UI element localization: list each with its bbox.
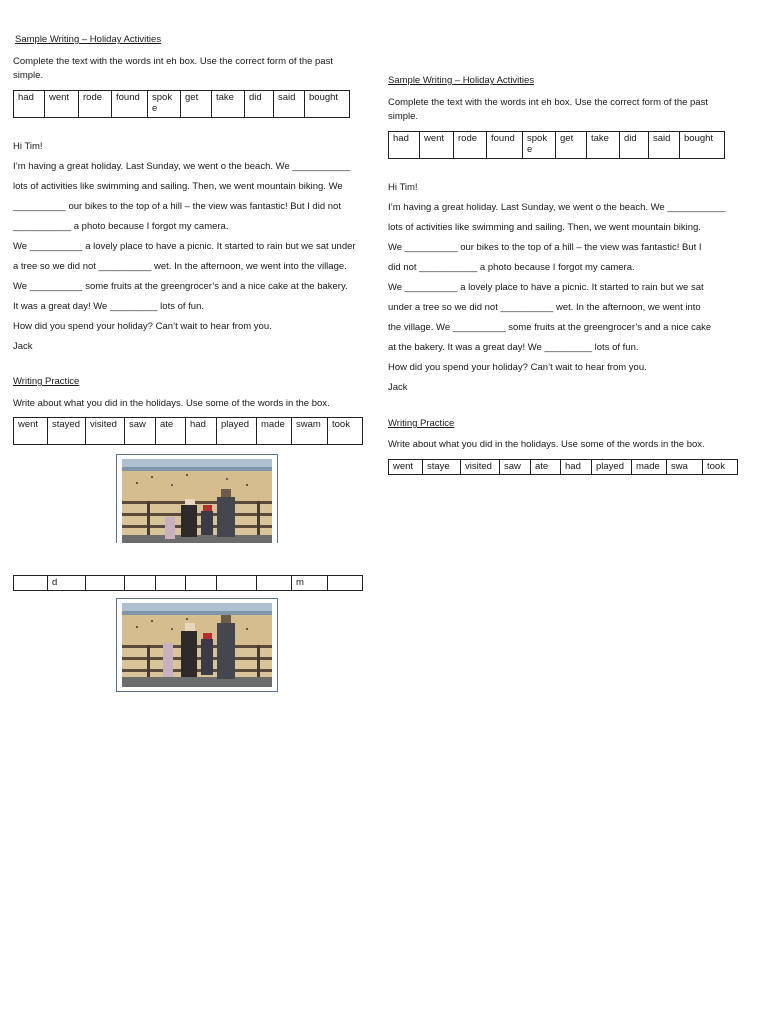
word-cell: did <box>620 132 649 159</box>
letter-line: We __________ a lovely place to have a picnic. It started to rain but we sat <box>388 282 704 293</box>
letter-line: How did you spend your holiday? Can’t wait to hear from you. <box>13 321 272 332</box>
practice-word-cell: went <box>389 460 423 475</box>
overflow-cell <box>217 576 257 591</box>
word-cell: had <box>14 91 45 118</box>
word-cell: said <box>274 91 305 118</box>
practice-word-cell: made <box>632 460 667 475</box>
word-cell: spoke <box>148 91 181 118</box>
overflow-box-left <box>13 575 363 591</box>
practice-word-cell: staye <box>423 460 461 475</box>
practice-word-cell: ate <box>531 460 561 475</box>
practice-word-cell: swam <box>292 418 328 445</box>
practice-word-cell: swa <box>667 460 703 475</box>
letter-line: a tree so we did not __________ wet. In the afternoon, we went into the village. <box>13 261 347 272</box>
letter-line: We __________ some fruits at the greengrocer’s and a nice cake at the bakery. <box>13 281 348 292</box>
word-cell: rode <box>454 132 487 159</box>
overflow-cell <box>14 576 48 591</box>
practice-word-cell: visited <box>86 418 125 445</box>
word-cell: get <box>556 132 587 159</box>
word-cell: found <box>487 132 523 159</box>
word-cell: rode <box>79 91 112 118</box>
word-cell: went <box>420 132 454 159</box>
practice-box-left <box>13 417 363 445</box>
overflow-cell <box>257 576 292 591</box>
greeting-right: Hi Tim! <box>388 182 418 193</box>
word-cell: had <box>389 132 420 159</box>
letter-line: ___________ a photo because I forgot my camera. <box>13 221 229 232</box>
practice-word-cell: stayed <box>48 418 86 445</box>
beach-photo-image <box>117 455 277 543</box>
word-cell: take <box>587 132 620 159</box>
overflow-cell <box>156 576 186 591</box>
letter-line: We __________ a lovely place to have a picnic. It started to rain but we sat under <box>13 241 356 252</box>
beach-photo <box>116 598 278 692</box>
title-right: Sample Writing – Holiday Activities <box>388 75 535 86</box>
word-cell: take <box>212 91 245 118</box>
word-cell: did <box>245 91 274 118</box>
overflow-cell <box>125 576 156 591</box>
letter-line: under a tree so we did not __________ wet. In the afternoon, we went into <box>388 302 701 313</box>
practice-word-cell: ate <box>156 418 186 445</box>
instruction-left-2: simple. <box>13 70 44 81</box>
practice-box-right <box>388 459 738 475</box>
instruction-right-2: simple. <box>388 111 419 122</box>
overflow-cell <box>328 576 363 591</box>
practice-word-cell: took <box>703 460 738 475</box>
letter-line: lots of activities like swimming and sailing. Then, we went mountain biking. We <box>13 181 343 192</box>
word-cell: bought <box>305 91 350 118</box>
beach-photo-image <box>117 599 277 691</box>
letter-line: We __________ our bikes to the top of a hill – the view was fantastic! But I <box>388 242 702 253</box>
letter-line: It was a great day! We _________ lots of fun. <box>13 301 205 312</box>
word-cell: went <box>45 91 79 118</box>
signoff-right: Jack <box>388 382 408 393</box>
instruction-right-1: Complete the text with the words int eh box. Use the correct form of the past <box>388 97 708 108</box>
word-cell: said <box>649 132 680 159</box>
letter-line: I’m having a great holiday. Last Sunday, we went o the beach. We ___________ <box>388 202 726 213</box>
practice-word-cell: played <box>217 418 257 445</box>
overflow-cell: m <box>292 576 328 591</box>
letter-line: __________ our bikes to the top of a hill – the view was fantastic! But I did not <box>13 201 341 212</box>
practice-word-cell: played <box>592 460 632 475</box>
practice-word-cell: saw <box>125 418 156 445</box>
practice-word-cell: had <box>186 418 217 445</box>
word-cell: spoke <box>523 132 556 159</box>
title-left: Sample Writing – Holiday Activities <box>15 34 162 45</box>
practice-word-cell: took <box>328 418 363 445</box>
letter-line: I’m having a great holiday. Last Sunday, we went o the beach. We ___________ <box>13 161 351 172</box>
overflow-cell: d <box>48 576 86 591</box>
practice-word-cell: made <box>257 418 292 445</box>
practice-word-cell: had <box>561 460 592 475</box>
practice-title-left: Writing Practice <box>13 376 80 387</box>
practice-instruction-left: Write about what you did in the holidays. Use some of the words in the box. <box>13 398 330 409</box>
beach-photo <box>116 454 278 543</box>
practice-word-cell: went <box>14 418 48 445</box>
practice-word-cell: saw <box>500 460 531 475</box>
practice-instruction-right: Write about what you did in the holidays. Use some of the words in the box. <box>388 439 705 450</box>
word-cell: get <box>181 91 212 118</box>
letter-line: lots of activities like swimming and sailing. Then, we went mountain biking. <box>388 222 701 233</box>
overflow-cell <box>186 576 217 591</box>
practice-word-cell: visited <box>461 460 500 475</box>
letter-line: at the bakery. It was a great day! We _________ lots of fun. <box>388 342 639 353</box>
word-box-left <box>13 90 350 118</box>
greeting-left: Hi Tim! <box>13 141 43 152</box>
word-cell: bought <box>680 132 725 159</box>
letter-line: How did you spend your holiday? Can’t wait to hear from you. <box>388 362 647 373</box>
letter-line: did not ___________ a photo because I forgot my camera. <box>388 262 635 273</box>
signoff-left: Jack <box>13 341 33 352</box>
practice-title-right: Writing Practice <box>388 418 455 429</box>
overflow-cell <box>86 576 125 591</box>
word-box-right <box>388 131 725 159</box>
letter-line: the village. We __________ some fruits at the greengrocer’s and a nice cake <box>388 322 712 333</box>
word-cell: found <box>112 91 148 118</box>
instruction-left-1: Complete the text with the words int eh box. Use the correct form of the past <box>13 56 333 67</box>
